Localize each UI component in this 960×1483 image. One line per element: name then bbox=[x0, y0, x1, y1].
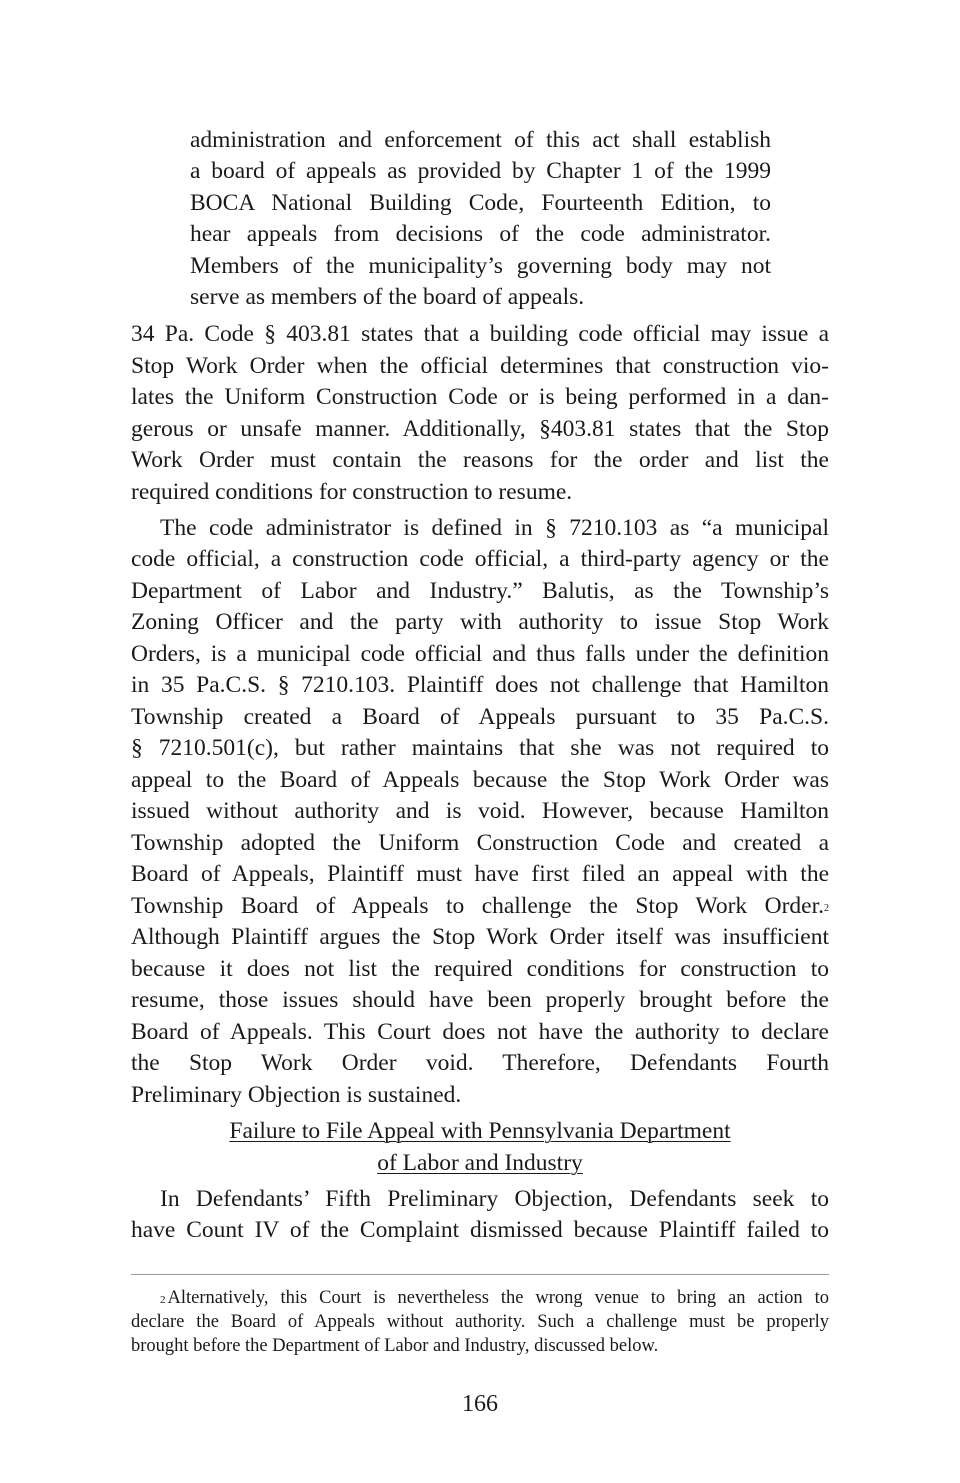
paragraph-line: issued without authority and is void. However, because Hamilton bbox=[131, 798, 829, 824]
paragraph-line: Department of Labor and Industry.” Balutis, as the Township’s bbox=[131, 578, 829, 604]
quote-line: serve as members of the board of appeals. bbox=[190, 284, 585, 310]
footnote-line: brought before the Department of Labor and Industry, discussed below. bbox=[131, 1336, 659, 1356]
paragraph-line: resume, those issues should have been properly brought before the bbox=[131, 987, 829, 1013]
paragraph-line: Township adopted the Uniform Construction Code and created a bbox=[131, 830, 829, 856]
paragraph-line-with-footnote bbox=[131, 891, 829, 923]
paragraph-line: 34 Pa. Code § 403.81 states that a building code official may issue a bbox=[131, 321, 829, 347]
quote-line: Members of the municipality’s governing body may not bbox=[190, 253, 771, 279]
paragraph-line: Preliminary Objection is sustained. bbox=[131, 1082, 462, 1108]
quote-line: a board of appeals as provided by Chapter 1 of the 1999 bbox=[190, 158, 771, 184]
paragraph-line: the Stop Work Order void. Therefore, Defendants Fourth bbox=[131, 1050, 829, 1076]
paragraph-line: Orders, is a municipal code official and thus falls under the definition bbox=[131, 641, 829, 667]
paragraph-line: lates the Uniform Construction Code or is being performed in a dan- bbox=[131, 384, 829, 410]
quote-line: hear appeals from decisions of the code administrator. bbox=[190, 221, 771, 247]
paragraph-line: Board of Appeals. This Court does not have the authority to declare bbox=[131, 1019, 829, 1045]
paragraph-line: Township created a Board of Appeals pursuant to 35 Pa.C.S. bbox=[131, 704, 829, 730]
paragraph-line: have Count IV of the Complaint dismissed because Plaintiff failed to bbox=[131, 1217, 829, 1243]
footnote-line-text: Alternatively, this Court is nevertheless the wrong venue to bring an action to bbox=[167, 1288, 829, 1308]
section-heading-text: Failure to File Appeal with Pennsylvania Department bbox=[229, 1118, 731, 1144]
paragraph-line: because it does not list the required conditions for construction to bbox=[131, 956, 829, 982]
paragraph-line: § 7210.501(c), but rather maintains that she was not required to bbox=[131, 735, 829, 761]
section-heading-line bbox=[131, 1148, 829, 1180]
section-heading-line bbox=[131, 1116, 829, 1148]
paragraph-line: code official, a construction code official, a third-party agency or the bbox=[131, 546, 829, 572]
paragraph-line: gerous or unsafe manner. Additionally, §403.81 states that the Stop bbox=[131, 416, 829, 442]
quote-line: administration and enforcement of this act shall establish bbox=[190, 127, 771, 153]
page-number: 166 bbox=[462, 1391, 498, 1417]
paragraph-line: In Defendants’ Fifth Preliminary Objection, Defendants seek to bbox=[160, 1186, 829, 1212]
footnote-mark: 2 bbox=[160, 1294, 166, 1306]
quote-line: BOCA National Building Code, Fourteenth Edition, to bbox=[190, 190, 771, 216]
paragraph-line: in 35 Pa.C.S. § 7210.103. Plaintiff does not challenge that Hamilton bbox=[131, 672, 829, 698]
paragraph-line: appeal to the Board of Appeals because the Stop Work Order was bbox=[131, 767, 829, 793]
paragraph-line-text: Township Board of Appeals to challenge the Stop Work Order. bbox=[131, 893, 824, 919]
paragraph-line: required conditions for construction to resume. bbox=[131, 479, 573, 505]
section-heading-text: of Labor and Industry bbox=[377, 1150, 583, 1176]
paragraph-line: The code administrator is defined in § 7210.103 as “a municipal bbox=[160, 515, 829, 541]
footnote-reference[interactable]: 2 bbox=[824, 903, 829, 914]
paragraph-line: Zoning Officer and the party with authority to issue Stop Work bbox=[131, 609, 829, 635]
footnote-line: declare the Board of Appeals without authority. Such a challenge must be properly bbox=[131, 1312, 829, 1332]
footnote-line bbox=[160, 1286, 829, 1311]
paragraph-line: Board of Appeals, Plaintiff must have first filed an appeal with the bbox=[131, 861, 829, 887]
paragraph-line: Although Plaintiff argues the Stop Work Order itself was insufficient bbox=[131, 924, 829, 950]
footnote-divider bbox=[131, 1274, 829, 1275]
paragraph-line: Stop Work Order when the official determines that construction vio- bbox=[131, 353, 829, 379]
paragraph-line: Work Order must contain the reasons for the order and list the bbox=[131, 447, 829, 473]
